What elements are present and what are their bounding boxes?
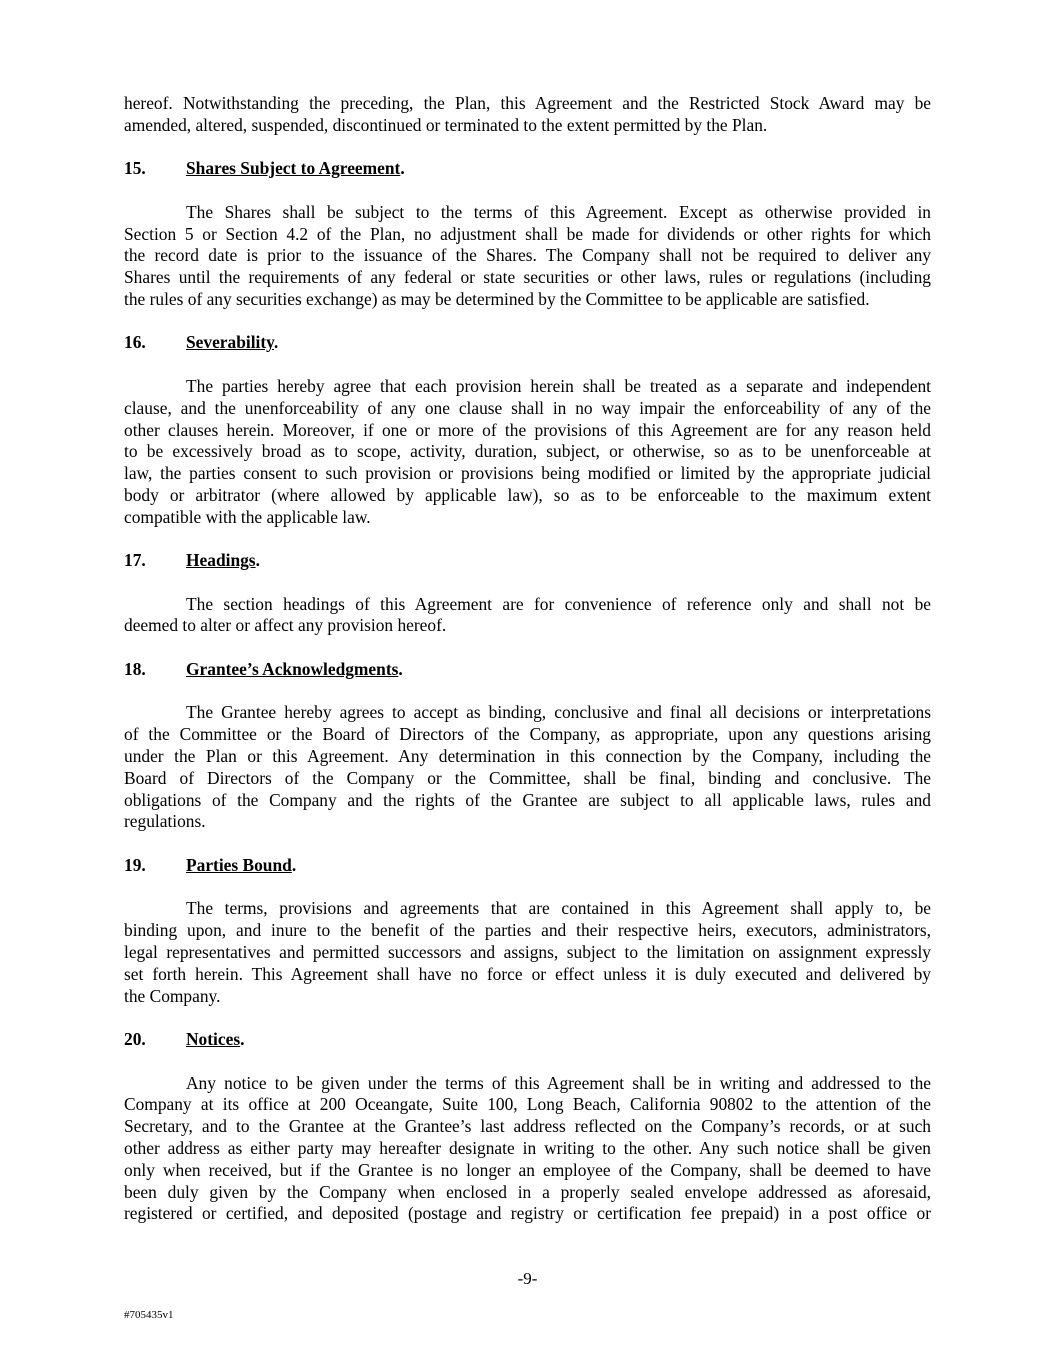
section-title-wrap (186, 332, 278, 354)
section-paragraph (124, 202, 931, 311)
document-body (124, 93, 931, 1225)
section-title-wrap (186, 659, 403, 681)
text-line: The section headings of this Agreement are for convenience of reference only and shall not be (186, 593, 931, 614)
text-line: clause, and the unenforceability of any one clause shall in no way impair the enforceability of any of the (124, 397, 931, 418)
section-paragraph (124, 594, 931, 638)
page-number: -9- (517, 1269, 538, 1288)
text-line: regulations. (124, 811, 206, 832)
text-line: body or arbitrator (where allowed by applicable law), so as to be enforceable to the maximum extent (124, 484, 931, 505)
text-line: amended, altered, suspended, discontinued or terminated to the extent permitted by the Plan. (124, 114, 768, 135)
section-title: Notices (186, 1029, 241, 1050)
text-line: the record date is prior to the issuance of the Shares. The Company shall not be required to deliver any (124, 245, 931, 266)
text-line: other address as either party may hereafter designate in writing to the other. Any such notice shall be given (124, 1137, 931, 1158)
section-title-wrap (186, 158, 405, 180)
section-paragraph (124, 1073, 931, 1226)
document-id: #705435v1 (124, 1309, 174, 1321)
text-line: Board of Directors of the Company or the Committee, shall be final, binding and conclusive. The (124, 767, 931, 788)
sections (124, 158, 931, 1225)
title-period: . (291, 854, 297, 875)
text-line: the Company. (124, 985, 221, 1006)
text-line: legal representatives and permitted successors and assigns, subject to the limitation on assignment expressly (124, 941, 931, 962)
section-paragraph (124, 702, 931, 833)
text-line: The parties hereby agree that each provision herein shall be treated as a separate and independent (186, 375, 931, 396)
text-line: The Grantee hereby agrees to accept as binding, conclusive and final all decisions or interpretations (186, 702, 931, 723)
section-title: Grantee’s Acknowledgments (186, 658, 399, 679)
section-heading (124, 332, 931, 354)
text-line: registered or certified, and deposited (postage and registry or certification fee prepaid) in a post office or (124, 1203, 931, 1224)
section-title-wrap (186, 1029, 244, 1051)
text-line: Company at its office at 200 Oceangate, Suite 100, Long Beach, California 90802 to the attention of the (124, 1094, 931, 1115)
text-line: to be excessively broad as to scope, activity, duration, subject, or otherwise, so as to be unenforceable at (124, 441, 931, 462)
text-line: compatible with the applicable law. (124, 506, 371, 527)
section-title: Parties Bound (186, 854, 292, 875)
section-heading (124, 659, 931, 681)
text-line: the rules of any securities exchange) as may be determined by the Committee to be applicable are satisfied. (124, 288, 870, 309)
section-title: Shares Subject to Agreement (186, 158, 401, 179)
title-period: . (255, 550, 260, 571)
text-line: obligations of the Company and the rights of the Grantee are subject to all applicable laws, rules and (124, 789, 931, 810)
section-number: 15. (124, 158, 146, 179)
text-line: under the Plan or this Agreement. Any determination in this connection by the Company, including the (124, 746, 931, 767)
section-heading (124, 550, 931, 572)
text-line: law, the parties consent to such provision or provisions being modified or limited by the appropriate judicial (124, 463, 931, 484)
text-line: The Shares shall be subject to the terms of this Agreement. Except as otherwise provided in (186, 201, 931, 222)
section-heading (124, 158, 931, 180)
section-number: 18. (124, 658, 146, 679)
text-line: Secretary, and to the Grantee at the Grantee’s last address reflected on the Company’s records, or at such (124, 1116, 931, 1137)
text-line: The terms, provisions and agreements that are contained in this Agreement shall apply to, be (186, 898, 931, 919)
title-period: . (398, 658, 403, 679)
text-line: binding upon, and inure to the benefit of the parties and their respective heirs, executors, administrators, (124, 920, 931, 941)
text-line: Section 5 or Section 4.2 of the Plan, no adjustment shall be made for dividends or other rights for which (124, 223, 931, 244)
title-period: . (240, 1029, 245, 1050)
section-heading (124, 855, 931, 877)
text-line: been duly given by the Company when enclosed in a properly sealed envelope addressed as aforesaid, (124, 1181, 931, 1202)
text-line: deemed to alter or affect any provision hereof. (124, 615, 447, 636)
text-line: hereof. Notwithstanding the preceding, the Plan, this Agreement and the Restricted Stock Award may be (124, 93, 931, 113)
section-title: Headings (186, 550, 256, 571)
section-number: 17. (124, 550, 146, 571)
section-title-wrap (186, 855, 296, 877)
section-title: Severability (186, 332, 274, 353)
text-line: only when received, but if the Grantee is no longer an employee of the Company, shall be deemed to have (124, 1159, 931, 1180)
section-paragraph (124, 898, 931, 1007)
text-line: set forth herein. This Agreement shall have no force or effect unless it is duly executed and delivered by (124, 963, 931, 984)
section-number: 19. (124, 854, 146, 875)
section-title-wrap (186, 550, 260, 572)
text-line: Shares until the requirements of any federal or state securities or other laws, rules or regulations (including (124, 267, 931, 288)
intro-paragraph (124, 93, 931, 137)
section-number: 20. (124, 1029, 146, 1050)
text-line: of the Committee or the Board of Directors of the Company, as appropriate, upon any questions arising (124, 724, 931, 745)
title-period: . (273, 332, 279, 353)
text-line: Any notice to be given under the terms of this Agreement shall be in writing and addressed to the (186, 1072, 931, 1093)
text-line: other clauses herein. Moreover, if one or more of the provisions of this Agreement are for any reason held (124, 419, 931, 440)
section-heading (124, 1029, 931, 1051)
title-period: . (400, 158, 405, 179)
section-paragraph (124, 376, 931, 529)
section-number: 16. (124, 332, 146, 353)
